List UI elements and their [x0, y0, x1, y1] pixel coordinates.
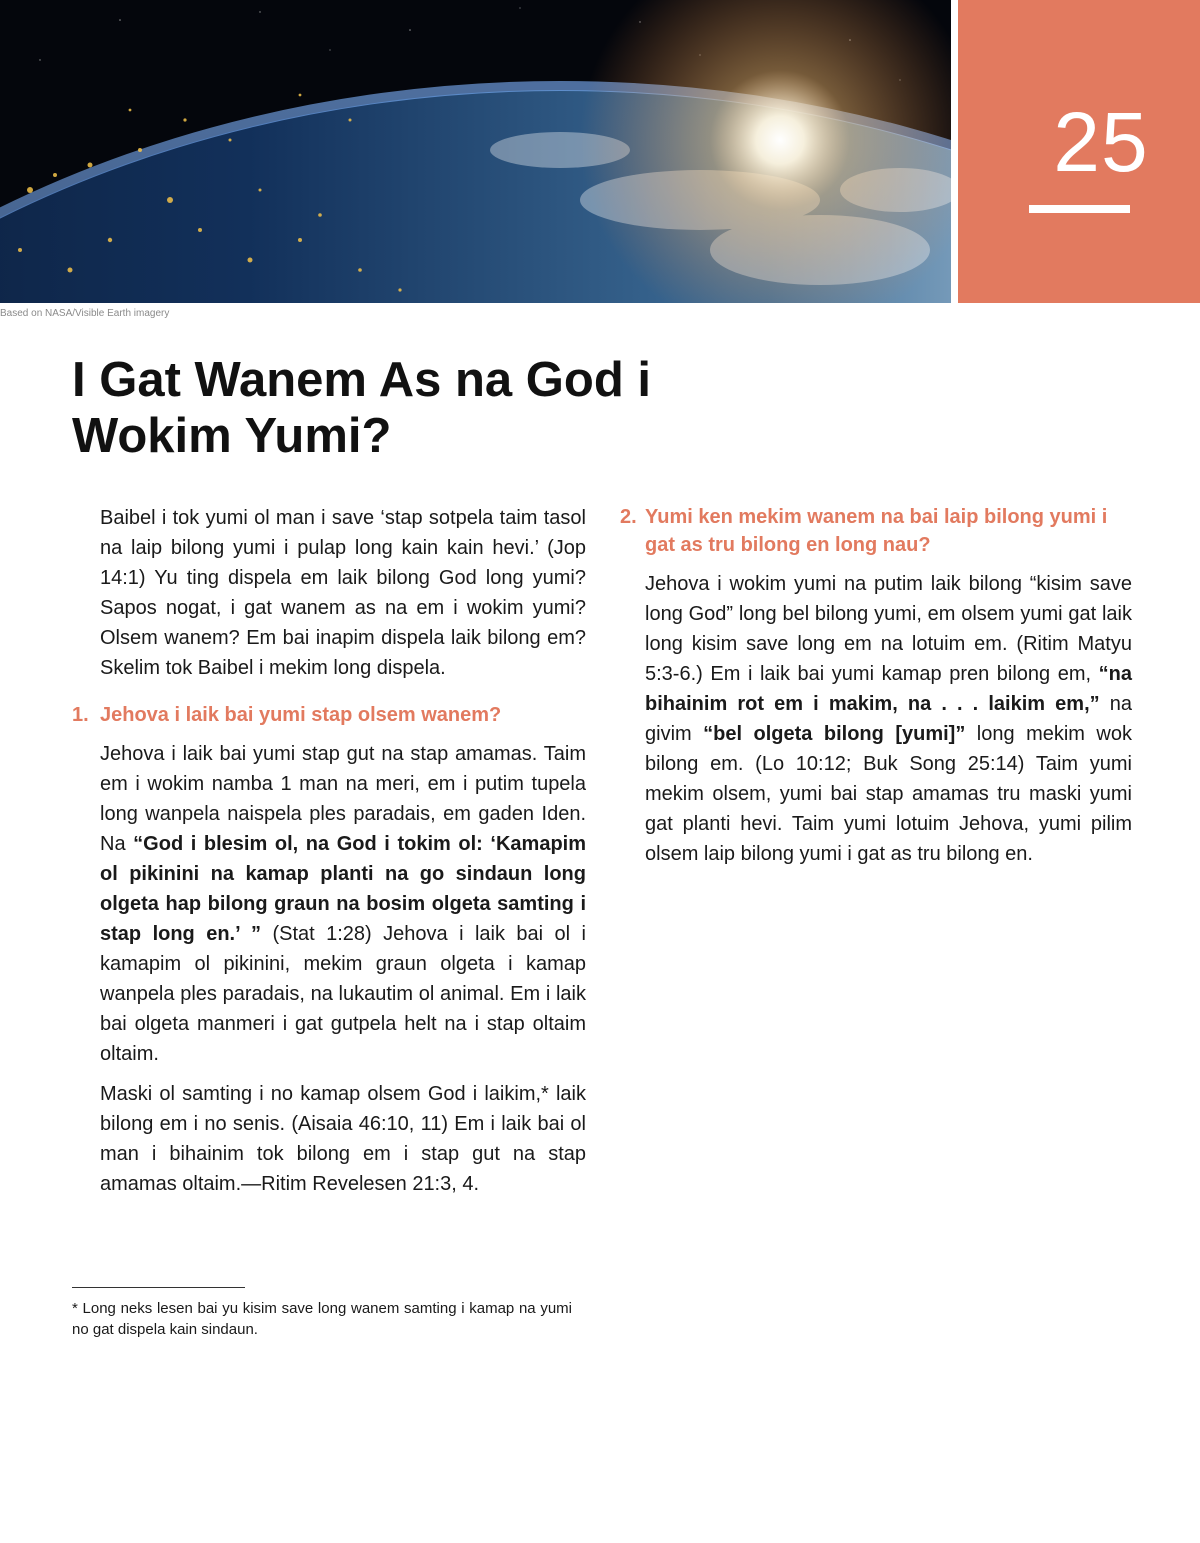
section-2-p1-bold-2: “bel olgeta bilong [yumi]” — [703, 723, 966, 745]
question-1-text: Jehova i laik bai yumi stap olsem wanem? — [100, 704, 502, 726]
section-2-p1-text-b: long mekim wok bilong em. (Lo 10:12; Buk Song 25:14) Taim yumi mekim olsem, yumi bai stap amamas tru maski yumi gat planti hevi. Taim yumi lotuim Jehova, yumi pilim olsem laip bilong yumi i gat as tru bilong en. — [645, 723, 1132, 865]
section-1-p2-text-b: laik bilong em i no senis. (Aisaia 46:10, 11) Em i laik bai ol man i bihainim tok bilong em i stap gut na stap amamas oltaim.—Ritim Revelesen 21:3, 4. — [100, 1083, 586, 1195]
section-1-paragraph-1 — [100, 739, 586, 1069]
earth-from-space-photo — [0, 0, 951, 303]
section-1-paragraph-2 — [100, 1079, 586, 1199]
question-1-number: 1. — [72, 704, 89, 726]
right-column — [620, 503, 1132, 879]
question-2-text: Yumi ken mekim wanem na bai laip bilong yumi i gat as tru bilong en long nau? — [645, 506, 1108, 556]
section-1-p2-text-a: Maski ol samting i no kamap olsem God i laikim, — [100, 1083, 542, 1105]
intro-paragraph: Baibel i tok yumi ol man i save ‘stap sotpela taim tasol na laip bilong yumi i pulap long kain kain hevi.’ (Jop 14:1) Yu ting dispela em laik bilong God long yumi? Sapos nogat, i gat wanem as na em i wokim yumi? Olsem wanem? Em bai inapim dispela laik bilong em? Skelim tok Baibel i mekim long dispela. — [100, 507, 586, 679]
footnote-marker[interactable]: * — [541, 1083, 549, 1105]
question-1-heading — [72, 701, 586, 729]
question-2-number: 2. — [620, 506, 637, 528]
section-2-p1-bold-1: “na bihainim rot em i makim, na . . . laikim em,” — [645, 663, 1132, 715]
section-2-p1-text-a: Jehova i wokim yumi na putim laik bilong “kisim save long God” long bel bilong yumi, em olsem yumi gat laik long kisim save long em na lotuim em. (Ritim Matyu 5:3-6.) Em i laik bai yumi kamap pren bilong em, — [645, 573, 1132, 685]
section-2-paragraph-1 — [645, 569, 1132, 869]
image-credit: Based on NASA/Visible Earth imagery — [0, 308, 170, 319]
lesson-number-badge — [958, 0, 1200, 303]
badge-underline — [1029, 205, 1130, 213]
footnote-divider — [72, 1287, 245, 1288]
section-1-p1-text-b: (Stat 1:28) Jehova i laik bai ol i kamapim ol pikinini, mekim graun olgeta i kamap wanpela ples paradais, na lukautim ol animal. Em i laik bai olgeta manmeri i gat gutpela helt na i stap oltaim oltaim. — [100, 923, 587, 1065]
section-2-p1-text-mid: na givim — [645, 693, 1132, 745]
footnote: * Long neks lesen bai yu kisim save long wanem samting i kamap na yumi no gat dispela kain sindaun. — [72, 1300, 572, 1338]
page-title: I Gat Wanem As na God i Wokim Yumi? — [72, 353, 652, 463]
lesson-number: 25 — [1053, 95, 1149, 189]
section-1-p1-text-a: Jehova i laik bai yumi stap gut na stap amamas. Taim em i wokim namba 1 man na meri, em i putim tupela long wanpela naispela ples paradais, em gaden Iden. Na — [100, 743, 586, 855]
section-1-p1-bold-quote: “God i blesim ol, na God i tokim ol: ‘Kamapim ol pikinini na kamap planti na go sindaun long olgeta hap bilong graun na bosim olgeta samting i stap long en.’ ” — [100, 833, 587, 945]
question-2-heading — [620, 503, 1132, 559]
left-column — [72, 503, 586, 1209]
